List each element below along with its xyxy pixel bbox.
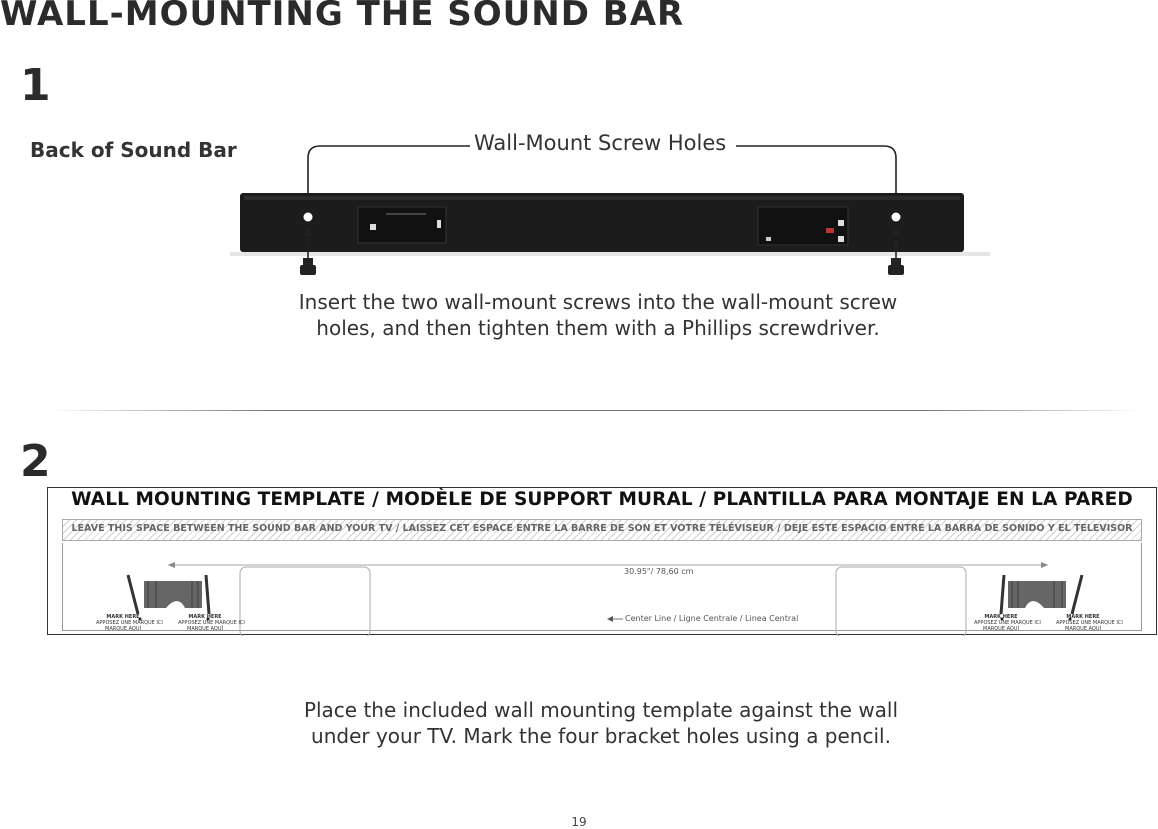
screw-hole-left <box>304 213 313 222</box>
pencil-mark-arrow-icon <box>128 575 138 614</box>
pencil-mark-arrow-icon <box>1001 575 1004 614</box>
step-2-instruction <box>256 697 946 749</box>
step-2-instruction-line-2: under your TV. Mark the four bracket holes using a pencil. <box>311 724 891 748</box>
section-divider <box>48 410 1143 411</box>
mark-here-label: MARK HERE APPOSEZ UNE MARQUE ICI MARQUE AQUÍ <box>974 614 1041 632</box>
step-2-instruction-line-1: Place the included wall mounting template against the wall <box>303 698 899 722</box>
center-line-label: Center Line / Ligne Centrale / Linea Central <box>625 614 799 623</box>
step-1-instruction-line-2: holes, and then tighten them with a Phillips screwdriver. <box>316 316 880 340</box>
mark-here-label: MARK HERE APPOSEZ UNE MARQUE ICI MARQUE AQUÍ <box>1056 614 1123 632</box>
tv-spacing-text: LEAVE THIS SPACE BETWEEN THE SOUND BAR AND YOUR TV / LAISSEZ CET ESPACE ENTRE LA BARRE DE SON ET VOTRE TÉLÉVISEUR / DEJE ESTE ESPACIO ENTRE LA BARRA DE SONIDO Y EL TELEVISOR <box>71 523 1133 534</box>
step-1-number: 1 <box>20 60 51 111</box>
mark-here-label: MARK HERE APPOSEZ UNE MARQUE ICI MARQUE AQUÍ <box>178 614 245 632</box>
page-title: WALL-MOUNTING THE SOUND BAR <box>0 0 685 34</box>
pencil-mark-arrow-icon <box>206 575 209 614</box>
template-dimension-label: 30.95"/ 78,60 cm <box>624 567 694 576</box>
port-panel-right <box>758 207 848 245</box>
step-2-number: 2 <box>20 436 51 487</box>
sound-bar-body <box>240 193 964 252</box>
page-number: 19 <box>571 815 587 829</box>
mark-here-label: MARK HERE APPOSEZ UNE MARQUE ICI MARQUE AQUÍ <box>96 614 163 632</box>
wall-mount-screw-holes-label: Wall-Mount Screw Holes <box>474 131 727 155</box>
screw-hole-right <box>892 213 901 222</box>
wall-mounting-template <box>47 487 1157 635</box>
template-title: WALL MOUNTING TEMPLATE / MODÈLE DE SUPPORT MURAL / PLANTILLA PARA MONTAJE EN LA PARED <box>71 489 1133 510</box>
pencil-mark-arrow-icon <box>1072 575 1082 614</box>
step-1-instruction <box>258 289 938 341</box>
step-1-instruction-line-1: Insert the two wall-mount screws into the wall-mount screw <box>298 290 898 314</box>
back-of-sound-bar-label: Back of Sound Bar <box>30 138 237 162</box>
